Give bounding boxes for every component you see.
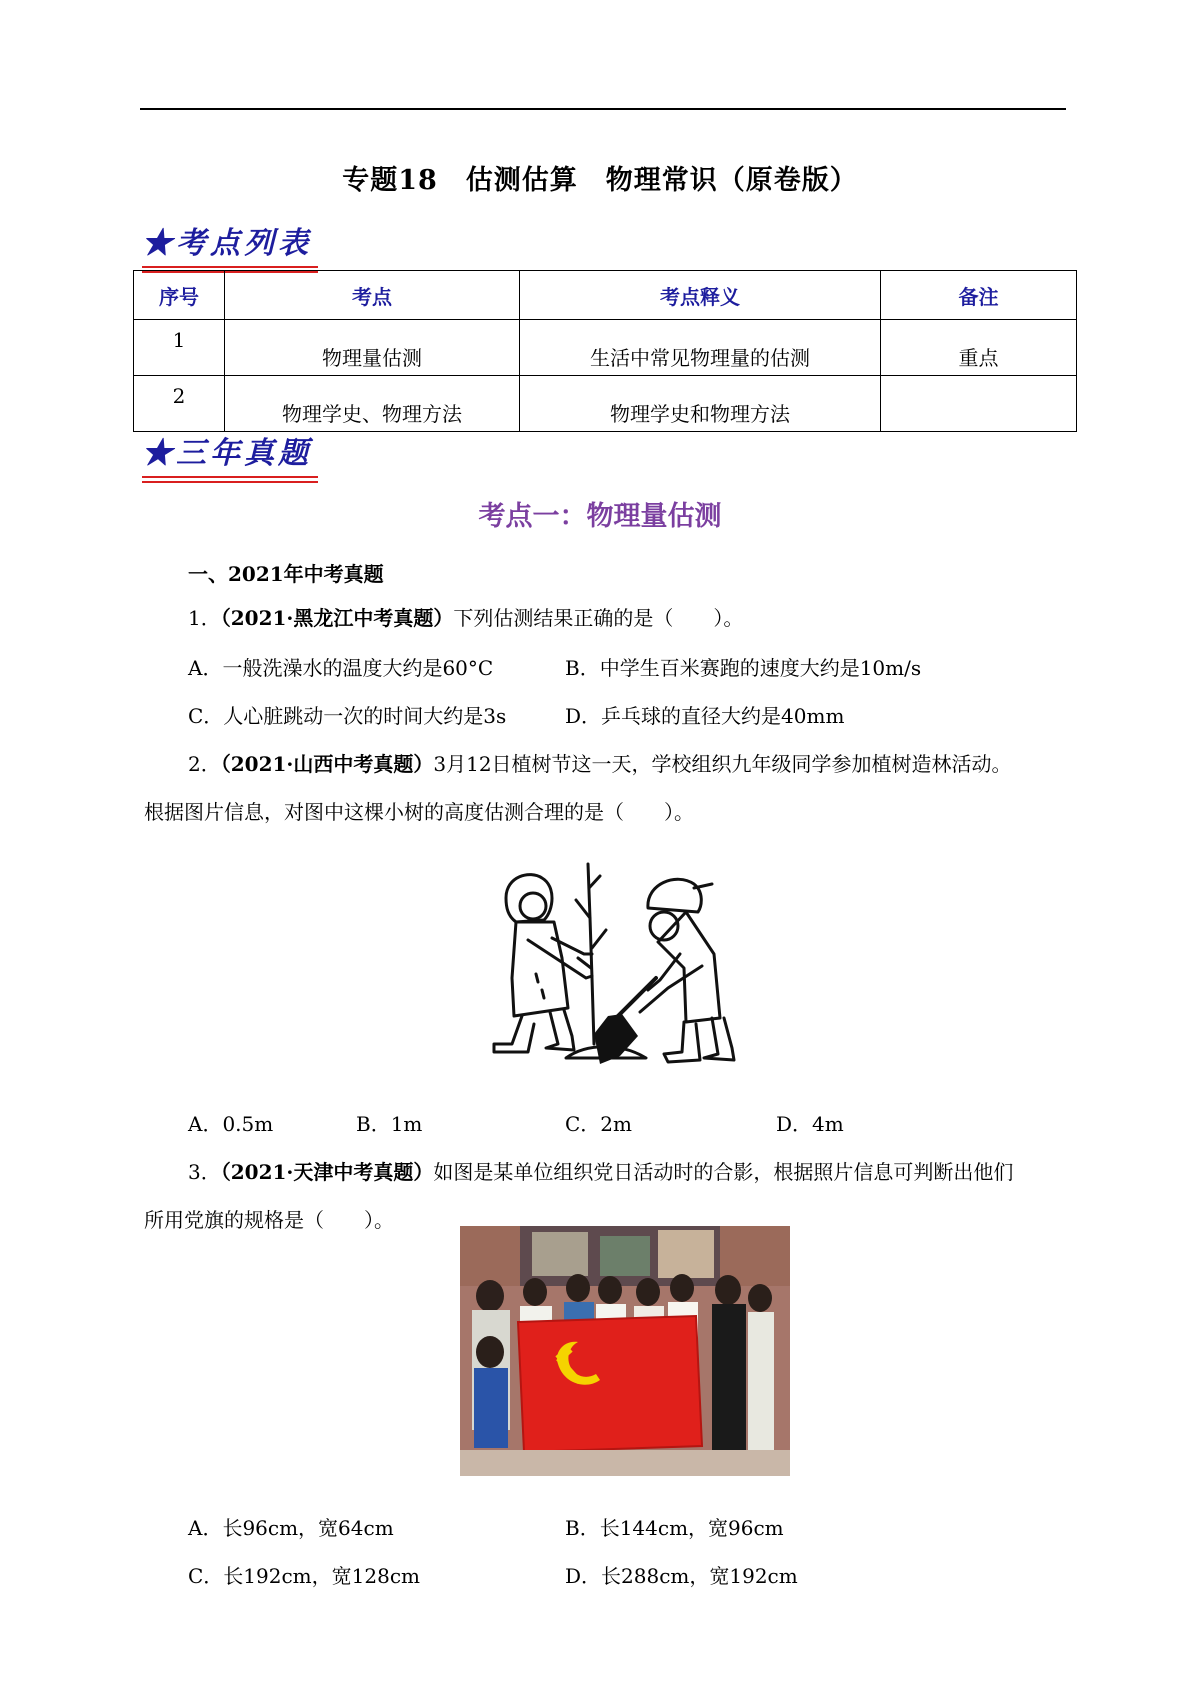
table-cell: 1 [134,320,225,376]
column-header: 备注 [881,271,1077,320]
table-row [134,320,1077,376]
option-d: D．长288cm，宽192cm [565,1564,798,1588]
underline [142,476,318,478]
table-row [134,376,1077,432]
subsection-title: 一、2021年中考真题 [188,562,384,586]
question-number: 3． [188,1160,221,1184]
section-points-heading [142,218,312,262]
party-flag [518,1316,702,1452]
document-title: 专题18 估测估算 物理常识（原卷版） [342,165,858,196]
table-cell: 物理学史、物理方法 [225,376,520,432]
option-d: D．乒乓球的直径大约是40mm [565,704,845,728]
table-cell: 物理量估测 [225,320,520,376]
question-stem-continued: 根据图片信息，对图中这棵小树的高度估测合理的是（ ）。 [144,800,694,824]
option-c: C．人心脏跳动一次的时间大约是3s [188,704,507,728]
question-stem: 如图是某单位组织党日活动时的合影，根据照片信息可判断出他们 [433,1160,1014,1184]
party-flag-photo [460,1226,790,1476]
table-header-row [134,271,1077,320]
question-1 [188,602,743,631]
option-b: B．1m [356,1112,423,1136]
tree-planting-figure [488,858,756,1068]
option-a: A．0.5m [188,1112,274,1136]
option-c: C．长192cm，宽128cm [188,1564,420,1588]
question-number: 2． [188,752,221,776]
question-3 [188,1156,1013,1185]
question-source: （2021·黑龙江中考真题） [220,606,454,630]
group-photo-illustration [460,1226,790,1476]
underline [142,481,318,483]
column-header: 考点释义 [520,271,881,320]
boy-cap [648,879,701,912]
table-cell: 重点 [881,320,1077,376]
header-rule [140,108,1066,110]
question-number: 1． [188,606,221,630]
question-source: （2021·山西中考真题） [220,752,434,776]
table-cell: 物理学史和物理方法 [520,376,881,432]
option-b: B．长144cm，宽96cm [565,1516,784,1540]
topic-heading: 考点一：物理量估测 [478,501,722,532]
question-source: （2021·天津中考真题） [220,1160,434,1184]
option-b: B．中学生百米赛跑的速度大约是10m/s [565,656,922,680]
question-2 [188,748,1012,777]
option-d: D．4m [776,1112,844,1136]
section-exams-heading [142,428,312,472]
points-table [133,270,1077,432]
section-points-label: ★考点列表 [142,226,312,261]
column-header: 序号 [134,271,225,320]
table-cell [881,376,1077,432]
table-cell: 2 [134,376,225,432]
question-stem: 下列估测结果正确的是（ ）。 [453,606,744,630]
underline [142,266,318,268]
column-header: 考点 [225,271,520,320]
question-stem-continued: 所用党旗的规格是（ ）。 [144,1208,394,1232]
table-cell: 生活中常见物理量的估测 [520,320,881,376]
option-a: A．一般洗澡水的温度大约是60°C [188,656,494,680]
option-a: A．长96cm，宽64cm [188,1516,394,1540]
question-stem: 3月12日植树节这一天，学校组织九年级同学参加植树造林活动。 [433,752,1012,776]
section-exams-label: ★三年真题 [142,436,312,471]
option-c: C．2m [565,1112,632,1136]
